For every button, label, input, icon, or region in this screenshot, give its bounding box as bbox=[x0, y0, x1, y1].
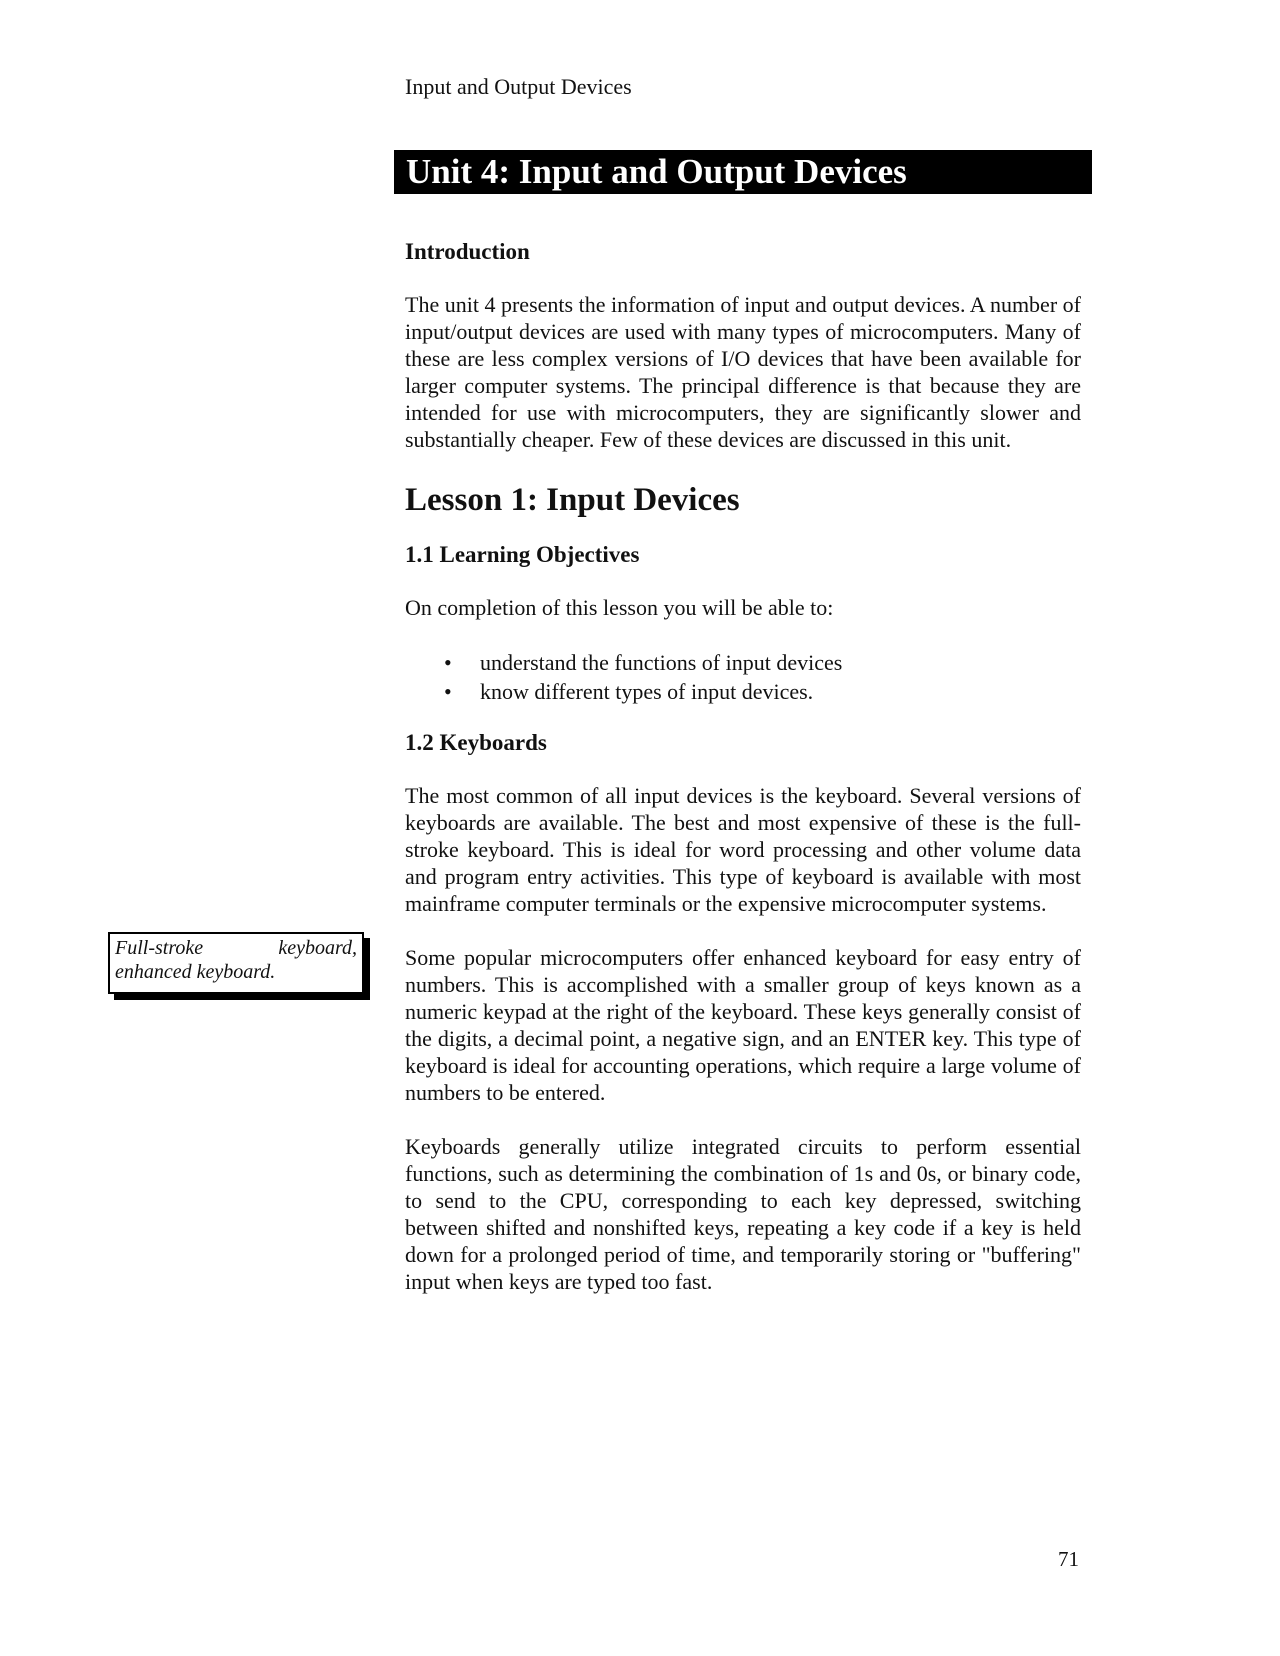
margin-note-text: Full-stroke keyboard, enhanced keyboard. bbox=[115, 937, 357, 983]
learning-objectives-heading: 1.1 Learning Objectives bbox=[405, 542, 640, 567]
keyboards-heading: 1.2 Keyboards bbox=[405, 730, 547, 755]
objective-text: know different types of input devices. bbox=[480, 679, 814, 704]
keyboards-paragraph-3: Keyboards generally utilize integrated circuits to perform essential functions, such as determining the combination of 1s and 0s, or binary code, to send to the CPU, corresponding to each key depressed, switching between shifted and nonshifted keys, repeating a key code if a key is held down for a prolonged period of time, and temporarily storing or "buffering" input when keys are typed too fast. bbox=[405, 1134, 1081, 1294]
main-content bbox=[405, 237, 1081, 1295]
objectives-intro: On completion of this lesson you will be able to: bbox=[405, 595, 834, 620]
lesson-title: Lesson 1: Input Devices bbox=[405, 482, 740, 518]
list-item bbox=[405, 677, 1081, 706]
objective-text: understand the functions of input devices bbox=[480, 650, 843, 675]
margin-note bbox=[108, 932, 364, 994]
keyboards-paragraph-1: The most common of all input devices is the keyboard. Several versions of keyboards are available. The best and most expensive of these is the full-stroke keyboard. This is ideal for word processing and other volume data and program entry activities. This type of keyboard is available with most mainframe computer terminals or the expensive microcomputer systems. bbox=[405, 783, 1081, 916]
objectives-list bbox=[405, 648, 1081, 706]
bullet-icon: • bbox=[444, 650, 452, 675]
list-item bbox=[405, 648, 1081, 677]
unit-title-banner: Unit 4: Input and Output Devices bbox=[394, 150, 1092, 194]
introduction-paragraph: The unit 4 presents the information of input and output devices. A number of input/output devices are used with many types of microcomputers. Many of these are less complex versions of I/O devices that have been available for larger computer systems. The principal difference is that because they are intended for use with microcomputers, they are significantly slower and substantially cheaper. Few of these devices are discussed in this unit. bbox=[405, 292, 1081, 452]
introduction-heading: Introduction bbox=[405, 239, 530, 264]
keyboards-paragraph-2: Some popular microcomputers offer enhanced keyboard for easy entry of numbers. This is accomplished with a smaller group of keys known as a numeric keypad at the right of the keyboard. These keys generally consist of the digits, a decimal point, a negative sign, and an ENTER key. This type of keyboard is ideal for accounting operations, which require a large volume of numbers to be entered. bbox=[405, 945, 1081, 1105]
bullet-icon: • bbox=[444, 679, 452, 704]
page-number: 71 bbox=[1058, 1547, 1079, 1571]
running-header: Input and Output Devices bbox=[405, 74, 632, 99]
